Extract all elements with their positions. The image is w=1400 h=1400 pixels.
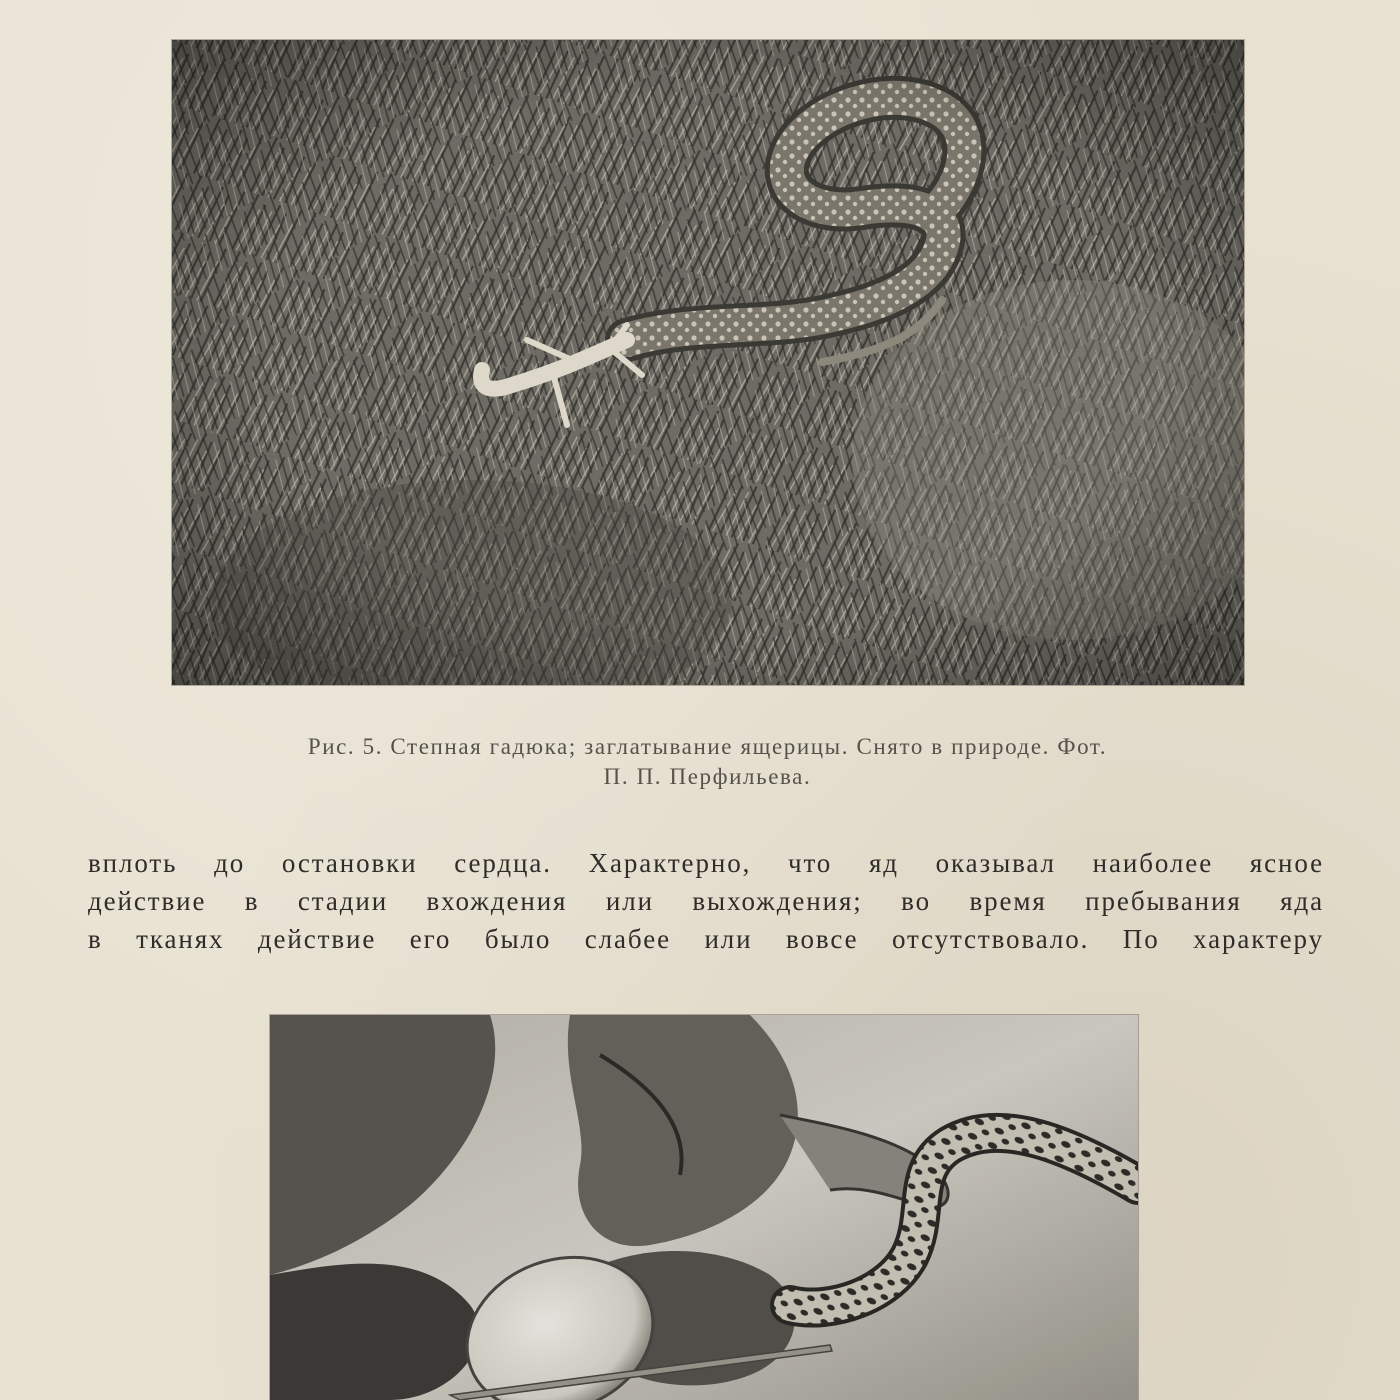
- figure-caption: [150, 732, 1265, 792]
- body-line-1: вплоть до остановки сердца. Характерно, что яд оказывал наиболее ясное: [88, 848, 1324, 878]
- caption-line-2: П. П. Перфильева.: [603, 764, 812, 789]
- body-line-2: действие в стадии вхождения или выхождения; во время пребывания яда: [88, 886, 1324, 916]
- body-paragraph: [88, 844, 1324, 958]
- photo-steppe-viper: [172, 40, 1244, 685]
- body-line-3: в тканях действие его было слабее или вовсе отсутствовало. По характеру: [88, 924, 1324, 954]
- photo-venom-extraction-image: [270, 1015, 1138, 1400]
- caption-line-1: Рис. 5. Степная гадюка; заглатывание ящерицы. Снято в природе. Фот.: [307, 734, 1108, 759]
- photo-venom-extraction: [270, 1015, 1138, 1400]
- photo-steppe-viper-image: [172, 40, 1244, 685]
